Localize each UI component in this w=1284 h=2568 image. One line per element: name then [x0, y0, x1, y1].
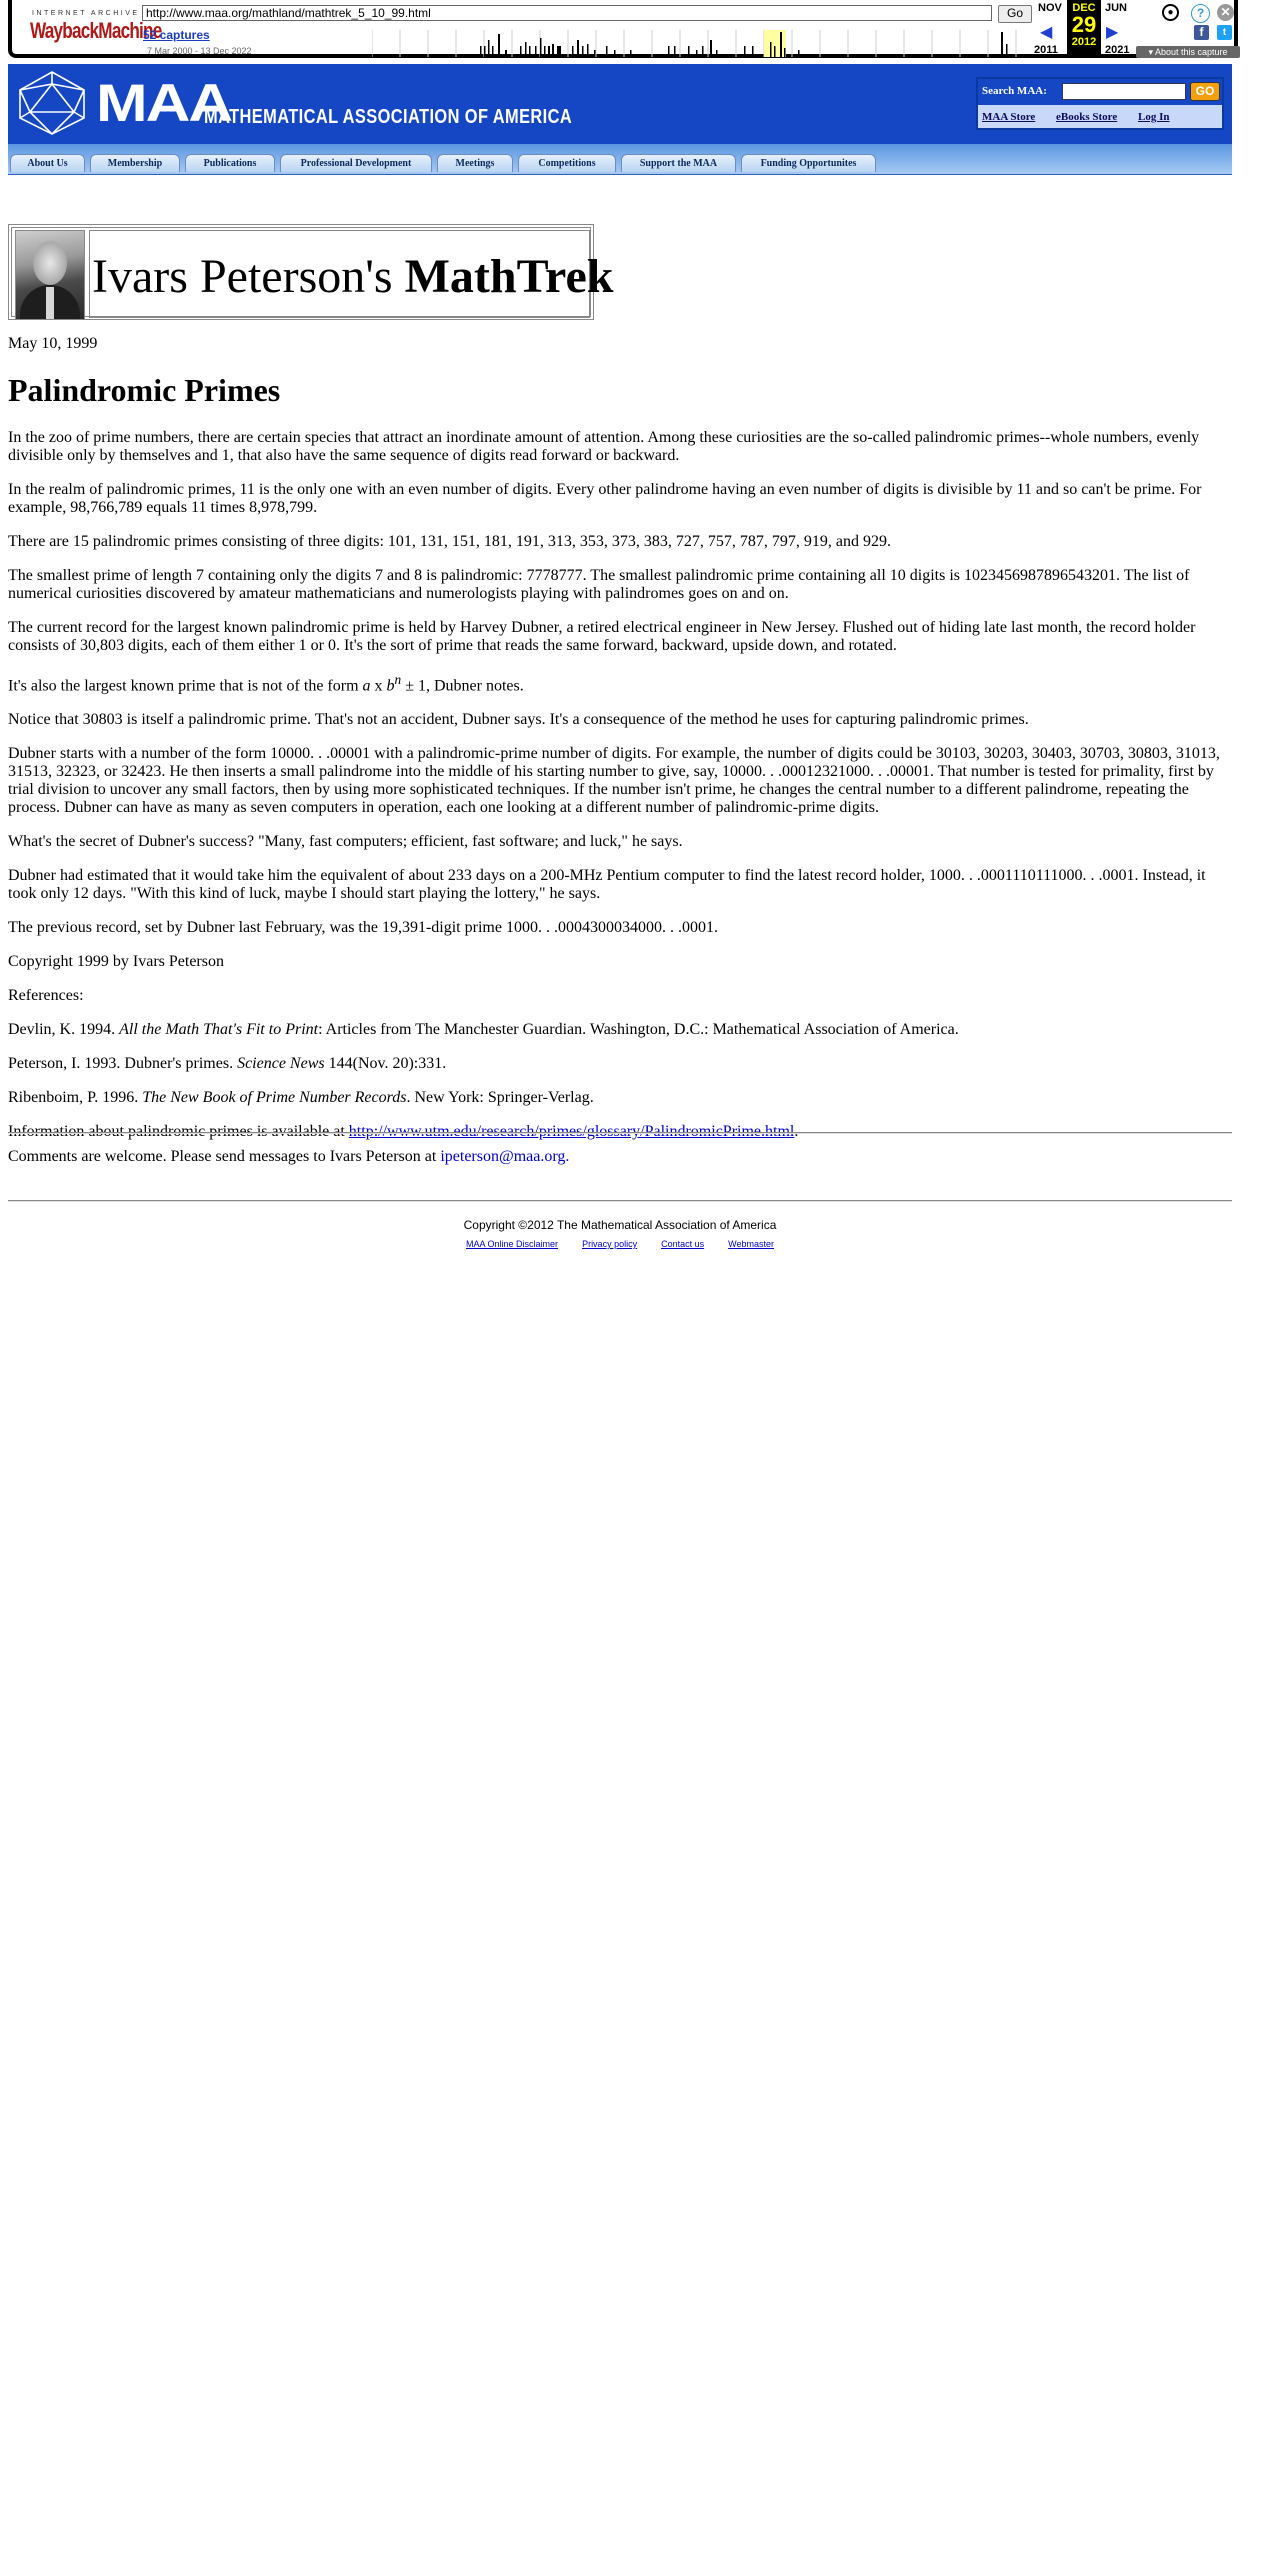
- footer-links: [0, 1234, 1240, 1252]
- reference-1: [8, 1021, 1230, 1039]
- paragraph-6-post: ± 1, Dubner notes.: [401, 677, 524, 695]
- wayback-go-button[interactable]: Go: [998, 5, 1032, 23]
- nav-tab-professional-development[interactable]: Professional Development: [280, 154, 432, 172]
- article-date: May 10, 1999: [8, 335, 98, 352]
- author-photo-face: [33, 241, 67, 285]
- wayback-sparkline[interactable]: [372, 30, 1032, 57]
- column-title-cell: [89, 230, 614, 318]
- paragraph-7: Notice that 30803 is itself a palindromic prime. That's not an accident, Dubner says. It's a consequence of the method he uses for capturing palindromic primes.: [8, 711, 1029, 729]
- footer-link-privacy[interactable]: Privacy policy: [582, 1239, 638, 1249]
- nav-tab-meetings[interactable]: Meetings: [437, 154, 513, 172]
- formula-n: n: [394, 672, 402, 687]
- footer-link-webmaster[interactable]: Webmaster: [728, 1239, 774, 1249]
- wayback-next-year[interactable]: 2021: [1105, 44, 1130, 56]
- maa-banner: [8, 64, 1232, 144]
- twitter-icon[interactable]: t: [1217, 25, 1232, 40]
- reference-3-pre: Ribenboim, P. 1996.: [8, 1089, 143, 1107]
- footer-link-contact[interactable]: Contact us: [661, 1239, 705, 1249]
- info-pre: Information about palindromic primes is available at: [8, 1123, 349, 1141]
- nav-tab-publications[interactable]: Publications: [185, 154, 275, 172]
- formula-a: a: [362, 677, 371, 695]
- article-body: [8, 429, 1230, 1157]
- maa-search-input[interactable]: [1062, 83, 1186, 100]
- wayback-current-year: 2012: [1071, 36, 1097, 48]
- comments-line: [8, 1148, 569, 1166]
- wayback-prev-arrow-icon[interactable]: ◀: [1040, 24, 1053, 41]
- reference-3-post: . New York: Springer-Verlag.: [406, 1089, 594, 1107]
- reference-1-post: : Articles from The Manchester Guardian. Washington, D.C.: Mathematical Association of America.: [318, 1021, 959, 1039]
- paragraph-6-pre: It's also the largest known prime that is not of the form: [8, 677, 363, 695]
- references-label: References:: [8, 987, 84, 1005]
- reference-2: [8, 1055, 1230, 1073]
- email-link[interactable]: ipeterson@maa.org.: [440, 1148, 570, 1165]
- ebooks-store-link[interactable]: eBooks Store: [1056, 111, 1118, 123]
- footer: [0, 1218, 1240, 1252]
- formula-times: x: [370, 677, 387, 695]
- maa-search-go-button[interactable]: GO: [1190, 82, 1220, 101]
- reference-2-journal: Science News: [237, 1055, 325, 1073]
- column-title-plain: Ivars Peterson's: [92, 250, 405, 303]
- comments-pre: Comments are welcome. Please send messages to Ivars Peterson at: [8, 1148, 441, 1165]
- wayback-date-range: 7 Mar 2000 - 13 Dec 2022: [147, 46, 252, 56]
- wayback-prev-month[interactable]: NOV: [1038, 2, 1062, 14]
- paragraph-10: Dubner had estimated that it would take him the equivalent of about 233 days on a 200-MHz Pentium computer to find the latest record holder, 1000. . .0001110111000. . .0001. Instead, it took only 12 days. "With this kind of luck, maybe I should start playing the lottery," he says.: [8, 867, 1206, 903]
- wayback-logo-ia[interactable]: INTERNET ARCHIVE: [32, 10, 140, 17]
- nav-tab-competitions[interactable]: Competitions: [518, 154, 616, 172]
- article-copyright: Copyright 1999 by Ivars Peterson: [8, 953, 224, 971]
- wayback-current-month: DEC: [1072, 2, 1096, 14]
- facebook-icon[interactable]: f: [1194, 25, 1209, 40]
- paragraph-6: [8, 671, 1230, 695]
- paragraph-2: In the realm of palindromic primes, 11 is the only one with an even number of digits. Every other palindrome having an even number of digits is divisible by 11 and so can't be prime. For example, 98,766,789 equals 11 times 8,978,799.: [8, 481, 1202, 516]
- column-title-bold: MathTrek: [404, 250, 614, 303]
- wayback-captures-link[interactable]: 52 captures: [143, 28, 210, 42]
- reference-3: [8, 1089, 1230, 1107]
- log-in-link[interactable]: Log In: [1138, 111, 1170, 123]
- sparkline-year-grid: [372, 30, 1016, 57]
- wayback-next-month[interactable]: JUN: [1105, 2, 1128, 14]
- wayback-next-arrow-icon[interactable]: ▶: [1106, 24, 1119, 41]
- divider-top: [8, 1132, 1232, 1134]
- palindromic-prime-link[interactable]: http://www.utm.edu/research/primes/glossary/PalindromicPrime.html: [348, 1123, 795, 1141]
- author-photo: [15, 230, 85, 320]
- wayback-url-input[interactable]: http://www.maa.org/mathland/mathtrek_5_10_99.html: [142, 5, 992, 21]
- maa-org-name: MATHEMATICAL ASSOCIATION OF AMERICA: [204, 106, 573, 128]
- maa-search-bar: [978, 79, 1222, 105]
- paragraph-8: Dubner starts with a number of the form 10000. . .00001 with a palindromic-prime number of digits. For example, the number of digits could be 30103, 30203, 30403, 30703, 30803, 31013, 31513, 32323, or 32423. He then inserts a small palindrome into the middle of his starting number to give, say, 10000. . .00012321000. . .00001. That number is tested for primality, first by trial division to uncover any small factors, then by using more sophisticated techniques. If the number isn't prime, he changes the central number to a different palindrome, repeating the process. Dubner can have as many as seven computers in operation, each one looking at a different number of palindromic-prime digits.: [8, 745, 1220, 817]
- formula-b: b: [386, 677, 395, 695]
- close-icon[interactable]: ✕: [1217, 4, 1234, 21]
- wayback-about-label: About this capture: [1154, 47, 1228, 57]
- reference-3-title: The New Book of Prime Number Records: [142, 1089, 407, 1107]
- maa-search-label: Search MAA:: [982, 85, 1047, 97]
- maa-search-box: [976, 77, 1224, 130]
- maa-logo-text[interactable]: MAA: [96, 74, 232, 133]
- maa-nav-bar: [8, 144, 1232, 175]
- wayback-toolbar: [0, 0, 1284, 64]
- wayback-frame: [8, 0, 1238, 58]
- paragraph-3: There are 15 palindromic primes consisting of three digits: 101, 131, 151, 181, 191, 313, 353, 373, 383, 727, 757, 787, 797, 919, and 929.: [8, 533, 891, 550]
- article-title: Palindromic Primes: [8, 372, 281, 408]
- divider-bottom: [8, 1200, 1232, 1202]
- maa-store-link[interactable]: MAA Store: [982, 111, 1036, 123]
- paragraph-11: The previous record, set by Dubner last February, was the 19,391-digit prime 1000. . .0004300034000. . .0001.: [8, 919, 718, 937]
- nav-tab-funding-opportunities[interactable]: Funding Opportunites: [741, 154, 876, 172]
- wayback-logo[interactable]: WaybackMachine: [30, 18, 162, 43]
- wayback-current-day: 29: [1071, 12, 1097, 37]
- footer-copyright: Copyright ©2012 The Mathematical Association of America: [463, 1218, 777, 1232]
- nav-tab-about-us[interactable]: About Us: [10, 154, 85, 172]
- reference-1-pre: Devlin, K. 1994.: [8, 1021, 120, 1039]
- maa-icosahedron-logo[interactable]: [16, 70, 88, 136]
- reference-1-title: All the Math That's Fit to Print: [119, 1021, 319, 1039]
- nav-tab-membership[interactable]: Membership: [90, 154, 180, 172]
- paragraph-1: In the zoo of prime numbers, there are certain species that attract an inordinate amount of attention. Among these curiosities are the so-called palindromic primes--whole numbers, evenly divisible only by themselves and 1, that also have the same sequence of digits read forward or backward.: [8, 429, 1200, 464]
- sparkline-bars: [480, 32, 1008, 57]
- wayback-current-date: [1067, 0, 1101, 58]
- info-post: .: [794, 1123, 799, 1141]
- paragraph-4: The smallest prime of length 7 containing only the digits 7 and 8 is palindromic: 7778777. The smallest palindromic prime containing all 10 digits is 1023456987896543201. The list of numerical curiosities discovered by amateur mathematicians and numerologists playing with palindromes goes on and on.: [8, 567, 1190, 602]
- footer-link-disclaimer[interactable]: MAA Online Disclaimer: [466, 1239, 559, 1249]
- help-icon[interactable]: ?: [1191, 4, 1210, 23]
- wayback-about-button[interactable]: ▾ About this capture: [1136, 46, 1240, 58]
- reference-2-pre: Peterson, I. 1993. Dubner's primes.: [8, 1055, 238, 1073]
- paragraph-5: The current record for the largest known palindromic prime is held by Harvey Dubner, a retired electrical engineer in New Jersey. Flushed out of hiding late last month, the record holder consists of 30,803 digits, each of them either 1 or 0. It's the sort of prime that reads the same forward, backward, upside down, and rotated.: [8, 619, 1196, 654]
- reference-2-post: 144(Nov. 20):331.: [324, 1055, 447, 1073]
- nav-tab-support-the-maa[interactable]: Support the MAA: [621, 154, 736, 172]
- user-icon[interactable]: ●: [1162, 4, 1179, 21]
- column-title: [92, 249, 613, 304]
- wayback-prev-year[interactable]: 2011: [1034, 44, 1058, 56]
- column-header-inner: [11, 227, 614, 317]
- author-photo-tie: [46, 287, 54, 319]
- paragraph-9: What's the secret of Dubner's success? "Many, fast computers; efficient, fast software; and luck," he says.: [8, 833, 683, 851]
- column-header: [8, 224, 614, 320]
